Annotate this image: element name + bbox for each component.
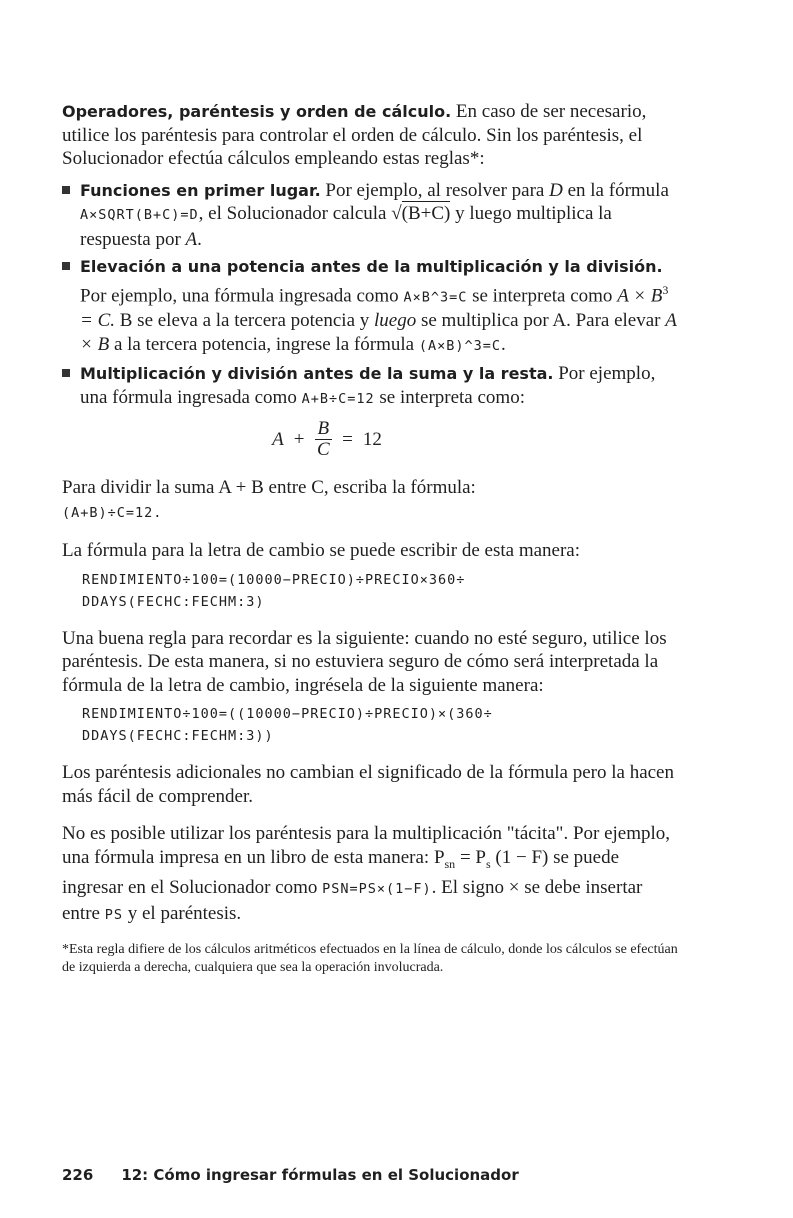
rule-text: se interpreta como: (374, 386, 525, 408)
intro-heading: Operadores, paréntesis y orden de cálculo. (62, 102, 452, 121)
inline-code: A×B^3=C (403, 288, 468, 305)
formula-fraction (315, 419, 333, 460)
intro-paragraph (62, 100, 682, 171)
rule-text: . (500, 333, 506, 355)
emphasis-word: luego (374, 310, 417, 332)
rule-text: se interpreta como (467, 284, 618, 306)
divide-paragraph (62, 476, 682, 525)
inline-code: (A+B)÷C=12. (62, 504, 163, 521)
paragraph-text: No es posible utilizar los paréntesis para la multiplicación "tácita". Por ejemplo, una fórmula impresa en un libro de esta manera: P (62, 823, 671, 868)
code-block-regla (82, 703, 682, 747)
rule-heading: Elevación a una potencia antes de la multiplicación y la división. (80, 257, 663, 276)
rule-item-functions (62, 179, 682, 252)
paragraph-text: Para dividir la suma A + B entre C, escriba la fórmula: (62, 477, 476, 499)
rule-text: Por ejemplo, una fórmula ingresada como (80, 363, 656, 408)
fraction-numerator: B (315, 419, 333, 440)
inline-code: A×SQRT(B+C)=D (80, 207, 199, 223)
subscript: s (485, 856, 491, 871)
rules-list (62, 179, 682, 412)
fraction-denominator: C (316, 439, 330, 461)
exponent: 3 (662, 282, 669, 297)
tacita-paragraph (62, 822, 682, 927)
math-expr: A × B (617, 284, 663, 306)
page-body (62, 100, 682, 977)
code-line: DDAYS(FECHC:FECHM:3) (82, 593, 265, 610)
rule-text: y luego multiplica la respuesta por (80, 203, 612, 250)
rule-text: en la fórmula (562, 179, 669, 201)
page-footer (62, 1166, 519, 1184)
paragraph-text: Una buena regla para recordar es la siguiente: cuando no esté seguro, utilice los paréntesis. De esta manera, si no estuviera seguro de cómo será interpretada la fórmula de la letra de cambio, ingrésela de la siguiente manera: (62, 627, 667, 696)
rule-text: Por ejemplo, al resolver para (320, 179, 550, 201)
chapter-title: 12: Cómo ingresar fórmulas en el Solucionador (121, 1166, 519, 1184)
code-block-letra (82, 569, 682, 613)
paragraph-text: Los paréntesis adicionales no cambian el significado de la fórmula pero la hacen más fácil de comprender. (62, 762, 674, 807)
paragraph-text: (1 − F) se puede ingresar en el Solucionador como (62, 846, 620, 899)
rule-item-power (62, 255, 682, 358)
rule-text: , el Solucionador calcula √ (198, 203, 402, 224)
rule-heading: Funciones en primer lugar. (80, 180, 321, 200)
subscript: sn (444, 856, 456, 871)
formula-rhs: 12 (362, 428, 382, 450)
sqrt-argument: (B+C) (401, 203, 451, 224)
paragraph-text: . El signo × se debe insertar entre (62, 877, 643, 924)
code-line: RENDIMIENTO÷100=((10000−PRECIO)÷PRECIO)×(360÷ (82, 706, 493, 723)
math-var: A (185, 228, 198, 250)
adicionales-paragraph (62, 761, 682, 808)
inline-code: PS (104, 906, 123, 923)
letra-paragraph (62, 539, 682, 563)
bullet-icon (62, 262, 70, 270)
math-expr: = C. (80, 310, 115, 332)
rule-text: B se eleva a la tercera potencia y (115, 310, 374, 332)
rule-heading: Multiplicación y división antes de la suma y la resta. (80, 364, 554, 384)
bullet-icon (62, 369, 70, 377)
regla-paragraph (62, 627, 682, 698)
formula-equals: = (342, 428, 353, 450)
math-expr: A × B (80, 310, 677, 355)
rule-text: . (197, 228, 202, 250)
paragraph-text: = P (455, 846, 486, 868)
intro-text: En caso de ser necesario, utilice los paréntesis para controlar el orden de cálculo. Sin los paréntesis, el Solucionador efectúa cálculos empleando estas reglas*: (62, 101, 647, 169)
code-line: DDAYS(FECHC:FECHM:3)) (82, 728, 274, 745)
rule-text: a la tercera potencia, ingrese la fórmula (109, 333, 419, 355)
code-line: RENDIMIENTO÷100=(10000−PRECIO)÷PRECIO×360÷ (82, 571, 466, 588)
rule-text: se multiplica por A. Para elevar (416, 310, 666, 332)
footnote: *Esta regla difiere de los cálculos aritméticos efectuados en la línea de cálculo, donde los cálculos se efectúan de izquierda a derecha, cualquiera que sea la operación involucrada. (62, 942, 678, 976)
formula-lhs: A (272, 428, 284, 450)
inline-code: PSN=PS×(1−F) (322, 881, 432, 898)
rule-text: Por ejemplo, una fórmula ingresada como (80, 284, 404, 306)
page-number: 226 (62, 1166, 94, 1184)
paragraph-text: y el paréntesis. (123, 902, 242, 924)
math-var: D (549, 179, 563, 201)
bullet-icon (62, 186, 70, 194)
paragraph-text: La fórmula para la letra de cambio se puede escribir de esta manera: (62, 540, 581, 562)
inline-code: A+B÷C=12 (301, 390, 375, 407)
formula-plus: + (293, 428, 305, 450)
display-formula (62, 419, 682, 460)
rule-item-multiplication (62, 362, 682, 411)
inline-code: (A×B)^3=C (418, 337, 501, 354)
